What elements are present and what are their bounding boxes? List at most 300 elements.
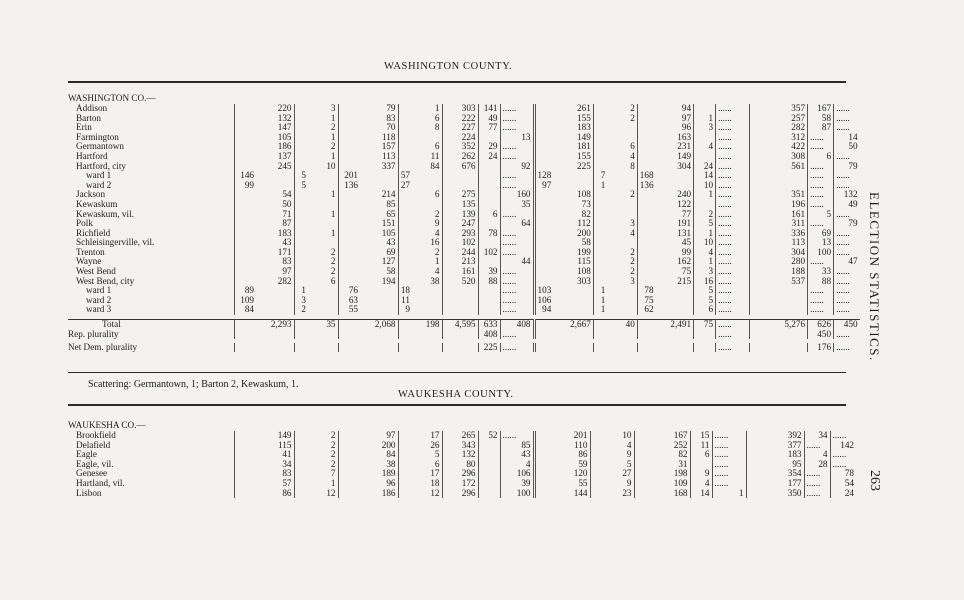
cell — [294, 219, 308, 229]
cell: 194 — [381, 275, 396, 286]
cell: 35 — [308, 319, 338, 329]
row-label: Hartford, city — [76, 160, 127, 171]
cell: 1 — [694, 228, 716, 238]
cell: 58 — [581, 237, 591, 248]
cell — [360, 295, 398, 305]
cell — [294, 123, 308, 133]
cell: ...... — [500, 209, 534, 219]
cell: ...... — [804, 440, 830, 450]
cell: ...... — [808, 286, 834, 296]
cell: 96 — [681, 122, 692, 133]
cell: 3 — [630, 275, 635, 286]
county-label: WASHINGTON CO.— — [68, 93, 156, 104]
cell: 155 — [577, 112, 591, 123]
cell — [398, 257, 412, 267]
cell — [338, 209, 360, 219]
cell — [593, 113, 607, 123]
cell: 626 — [808, 319, 834, 329]
cell: 2 — [330, 246, 336, 257]
cell: 2 — [630, 112, 635, 123]
cell: 110 — [574, 439, 588, 450]
cell — [412, 343, 442, 353]
cell — [308, 329, 338, 339]
cell: 139 — [442, 209, 478, 219]
cell: 52 — [478, 431, 500, 441]
cell: 135 — [442, 200, 478, 210]
cell — [656, 343, 694, 353]
cell: ...... — [834, 276, 860, 286]
cell: 3 — [294, 295, 308, 305]
cell: 151 — [381, 218, 396, 229]
cell: 108 — [577, 266, 591, 277]
cell: 2,068 — [360, 319, 398, 329]
cell: 6 — [694, 305, 716, 315]
cell: 343 — [442, 440, 478, 450]
cell — [534, 209, 553, 219]
cell — [338, 479, 360, 489]
cell — [634, 479, 652, 489]
cell: ...... — [834, 123, 860, 133]
cell — [750, 295, 808, 305]
cell — [234, 113, 256, 123]
cell: 157 — [381, 141, 396, 152]
cell — [593, 343, 607, 353]
cell: 86 — [282, 487, 292, 498]
cell: ...... — [500, 295, 534, 305]
cell: 304 — [750, 248, 808, 258]
cell: ...... — [808, 171, 834, 181]
cell: 311 — [750, 219, 808, 229]
cell — [256, 295, 294, 305]
cell: 84 — [386, 449, 396, 460]
cell: 2 — [330, 266, 336, 277]
cell — [234, 440, 256, 450]
cell — [607, 200, 637, 210]
cell: ...... — [500, 238, 534, 248]
cell — [338, 267, 360, 277]
cell — [637, 123, 655, 133]
cell: 561 — [750, 161, 808, 171]
cell: 9 — [398, 305, 412, 315]
cell — [360, 343, 398, 353]
cell: 4 — [804, 450, 830, 460]
cell — [234, 319, 256, 329]
cell: 3 — [330, 102, 336, 113]
cell: 161 — [442, 267, 478, 277]
cell — [593, 329, 607, 339]
cell — [360, 305, 398, 315]
cell — [637, 190, 655, 200]
cell — [398, 343, 412, 353]
cell: 29 — [478, 142, 500, 152]
cell — [478, 286, 500, 296]
cell — [534, 488, 550, 498]
cell: ...... — [834, 228, 860, 238]
cell — [593, 132, 607, 142]
cell: 43 — [386, 237, 396, 248]
cell: 225 — [478, 343, 500, 353]
cell — [294, 440, 308, 450]
cell: 308 — [750, 152, 808, 162]
cell: 28 — [804, 459, 830, 469]
cell: 10 — [694, 180, 716, 190]
cell: 103 — [534, 286, 553, 296]
cell — [534, 267, 553, 277]
cell: 214 — [381, 189, 396, 200]
row-label: Farmington — [76, 131, 119, 142]
cell: 3 — [630, 218, 635, 229]
cell: 2 — [630, 246, 635, 257]
cell — [294, 190, 308, 200]
cell: 147 — [277, 122, 292, 133]
cell: ...... — [808, 305, 834, 315]
cell — [398, 152, 412, 162]
cell — [534, 228, 553, 238]
cell — [256, 171, 294, 181]
cell: 9 — [626, 449, 632, 460]
cell — [294, 319, 308, 329]
cell — [234, 248, 256, 258]
cell: ...... — [716, 305, 750, 315]
cell — [338, 113, 360, 123]
cell — [294, 257, 308, 267]
cell: 6 — [630, 141, 635, 152]
cell: 141 — [478, 104, 500, 114]
cell: 115 — [278, 439, 292, 450]
cell — [478, 479, 500, 489]
cell — [607, 295, 637, 305]
cell: ...... — [716, 190, 750, 200]
cell: 137 — [277, 150, 292, 161]
cell: 40 — [607, 319, 637, 329]
cell — [534, 238, 553, 248]
cell: 167 — [808, 104, 834, 114]
cell: 304 — [677, 160, 692, 171]
cell: ...... — [712, 431, 746, 441]
cell: 75 — [637, 295, 655, 305]
cell: 163 — [677, 131, 692, 142]
waukesha-heading: WAUKESHA COUNTY. — [398, 389, 514, 400]
cell: 80 — [442, 459, 478, 469]
cell: ...... — [834, 180, 860, 190]
cell: 303 — [442, 104, 478, 114]
cell: ...... — [808, 190, 834, 200]
cell: 24 — [694, 161, 716, 171]
cell: 633 — [478, 319, 500, 329]
cell: ...... — [716, 219, 750, 229]
cell — [338, 104, 360, 114]
cell — [256, 343, 294, 353]
cell: 1 — [694, 190, 716, 200]
cell — [442, 329, 478, 339]
cell: 2 — [630, 256, 635, 267]
rep-plurality-row — [68, 329, 860, 339]
cell — [590, 459, 604, 469]
cell: 215 — [677, 275, 692, 286]
cell — [478, 469, 500, 479]
cell: 89 — [234, 286, 256, 296]
cell — [637, 113, 655, 123]
cell: ...... — [716, 329, 750, 339]
washington-top-rule — [68, 81, 846, 83]
cell: 1 — [694, 257, 716, 267]
cell — [607, 343, 637, 353]
cell — [750, 305, 808, 315]
cell — [553, 286, 593, 296]
cell: 95 — [746, 459, 804, 469]
table-row — [68, 488, 856, 498]
cell: ...... — [500, 286, 534, 296]
cell: 177 — [746, 479, 804, 489]
cell — [308, 171, 338, 181]
cell: 8 — [630, 160, 635, 171]
cell — [398, 248, 412, 258]
cell: 131 — [677, 227, 692, 238]
cell: 55 — [338, 305, 360, 315]
cell: ...... — [716, 343, 750, 353]
cell — [656, 329, 694, 339]
cell: ...... — [712, 440, 746, 450]
table-row — [68, 219, 860, 229]
cell — [442, 305, 478, 315]
cell: 3 — [694, 123, 716, 133]
cell — [338, 257, 360, 267]
cell — [294, 459, 308, 469]
cell: 7 — [593, 171, 607, 181]
cell: ...... — [834, 286, 860, 296]
cell — [534, 132, 553, 142]
table-row — [68, 171, 860, 181]
cell: ...... — [500, 142, 534, 152]
cell — [234, 200, 256, 210]
cell: 357 — [750, 104, 808, 114]
cell — [338, 123, 360, 133]
row-label: Net Dem. plurality — [68, 342, 138, 353]
cell: 85 — [386, 198, 396, 209]
row-label: ward 2 — [86, 294, 112, 305]
cell: 127 — [381, 256, 396, 267]
cell — [412, 329, 442, 339]
cell: 181 — [577, 141, 591, 152]
cell — [398, 319, 412, 329]
cell — [478, 440, 500, 450]
cell: 5 — [434, 449, 440, 460]
cell: 97 — [681, 112, 692, 123]
cell: 108 — [577, 189, 591, 200]
cell — [637, 319, 655, 329]
cell — [590, 440, 604, 450]
cell — [442, 295, 478, 305]
cell — [637, 228, 655, 238]
cell — [398, 488, 412, 498]
table-row — [68, 479, 856, 489]
cell: 2 — [330, 429, 336, 440]
cell: ...... — [500, 180, 534, 190]
cell — [634, 469, 652, 479]
cell: 303 — [577, 275, 591, 286]
cell: 44 — [500, 257, 534, 267]
cell: 1 — [330, 208, 336, 219]
cell: 213 — [442, 257, 478, 267]
cell: 252 — [673, 439, 688, 450]
cell: 105 — [277, 131, 292, 142]
cell: 62 — [637, 305, 655, 315]
cell: 58 — [808, 113, 834, 123]
cell: 82 — [581, 208, 591, 219]
cell: 100 — [500, 488, 534, 498]
cell: 149 — [577, 131, 591, 142]
cell: 43 — [500, 450, 534, 460]
cell: 293 — [442, 228, 478, 238]
cell: 6 — [478, 209, 500, 219]
cell: 168 — [673, 487, 688, 498]
cell: ...... — [716, 276, 750, 286]
cell: 2 — [330, 458, 336, 469]
cell: 247 — [442, 219, 478, 229]
cell: 2 — [330, 449, 336, 460]
cell: 167 — [673, 429, 688, 440]
cell — [398, 142, 412, 152]
cell: 102 — [442, 238, 478, 248]
dem-plurality-row — [68, 343, 860, 353]
cell: 87 — [808, 123, 834, 133]
cell — [294, 488, 308, 498]
cell: 118 — [382, 131, 396, 142]
cell — [398, 219, 412, 229]
cell — [694, 329, 716, 339]
cell: 57 — [398, 171, 412, 181]
row-label: Kewaskum, vil. — [76, 208, 134, 219]
cell: 312 — [750, 132, 808, 142]
page-number: 263 — [867, 470, 882, 491]
cell — [607, 286, 637, 296]
cell: 94 — [534, 305, 553, 315]
cell — [478, 180, 500, 190]
cell: 97 — [386, 429, 396, 440]
cell: 18 — [398, 286, 412, 296]
cell: 275 — [442, 190, 478, 200]
row-label: Wayne — [76, 256, 102, 267]
cell — [534, 219, 553, 229]
cell — [360, 286, 398, 296]
cell: 83 — [386, 112, 396, 123]
table-row — [68, 276, 860, 286]
row-label: Addison — [76, 102, 108, 113]
cell: 8 — [434, 122, 440, 133]
cell: 183 — [277, 227, 292, 238]
cell: ...... — [716, 113, 750, 123]
cell — [234, 209, 256, 219]
cell — [308, 343, 338, 353]
cell: 82 — [678, 449, 688, 460]
cell — [398, 329, 412, 339]
cell — [534, 479, 550, 489]
cell — [398, 228, 412, 238]
cell — [294, 238, 308, 248]
cell: 4 — [630, 227, 635, 238]
cell: ...... — [716, 267, 750, 277]
cell: 77 — [478, 123, 500, 133]
cell: ...... — [500, 152, 534, 162]
cell — [294, 329, 308, 339]
cell — [590, 488, 604, 498]
cell: 64 — [500, 219, 534, 229]
cell — [478, 171, 500, 181]
cell: 146 — [234, 171, 256, 181]
cell: 13 — [808, 238, 834, 248]
cell: 1 — [330, 227, 336, 238]
cell: ...... — [830, 431, 856, 441]
cell — [534, 450, 550, 460]
cell: 265 — [442, 431, 478, 441]
row-label: Kewaskum — [76, 198, 118, 209]
cell — [656, 286, 694, 296]
cell — [294, 104, 308, 114]
cell: 84 — [234, 305, 256, 315]
row-label: West Bend — [76, 266, 116, 277]
cell: 4 — [630, 150, 635, 161]
cell: 296 — [442, 488, 478, 498]
cell: 240 — [677, 189, 692, 200]
cell: ...... — [500, 171, 534, 181]
cell: ...... — [716, 286, 750, 296]
row-label: Total — [68, 319, 234, 329]
cell — [398, 123, 412, 133]
cell — [534, 142, 553, 152]
cell: 99 — [681, 246, 692, 257]
cell — [338, 319, 360, 329]
table-row — [68, 286, 860, 296]
cell: 354 — [746, 469, 804, 479]
cell: 227 — [442, 123, 478, 133]
cell: 113 — [382, 150, 396, 161]
cell — [637, 104, 655, 114]
cell — [593, 200, 607, 210]
cell — [553, 305, 593, 315]
cell: ...... — [808, 180, 834, 190]
cell — [294, 431, 308, 441]
cell — [534, 440, 550, 450]
cell — [294, 469, 308, 479]
cell: 1 — [593, 286, 607, 296]
cell: 351 — [750, 190, 808, 200]
cell: 97 — [534, 180, 553, 190]
cell — [338, 343, 360, 353]
row-label: ward 1 — [86, 285, 112, 296]
cell: ...... — [808, 200, 834, 210]
cell — [593, 228, 607, 238]
row-label: Jackson — [76, 189, 106, 200]
cell — [553, 295, 593, 305]
cell — [593, 238, 607, 248]
cell: 13 — [500, 132, 534, 142]
cell: ...... — [834, 238, 860, 248]
cell — [412, 171, 442, 181]
cell: 15 — [690, 431, 712, 441]
washington-bottom-rule — [68, 372, 846, 373]
row-label: West Bend, city — [76, 275, 135, 286]
cell: 73 — [581, 198, 591, 209]
cell: ...... — [834, 209, 860, 219]
cell: ...... — [804, 469, 830, 479]
cell — [637, 132, 655, 142]
cell: 2 — [330, 439, 336, 450]
cell — [338, 132, 360, 142]
cell: 282 — [277, 275, 292, 286]
cell: ...... — [716, 228, 750, 238]
cell: 183 — [746, 450, 804, 460]
cell — [637, 248, 655, 258]
